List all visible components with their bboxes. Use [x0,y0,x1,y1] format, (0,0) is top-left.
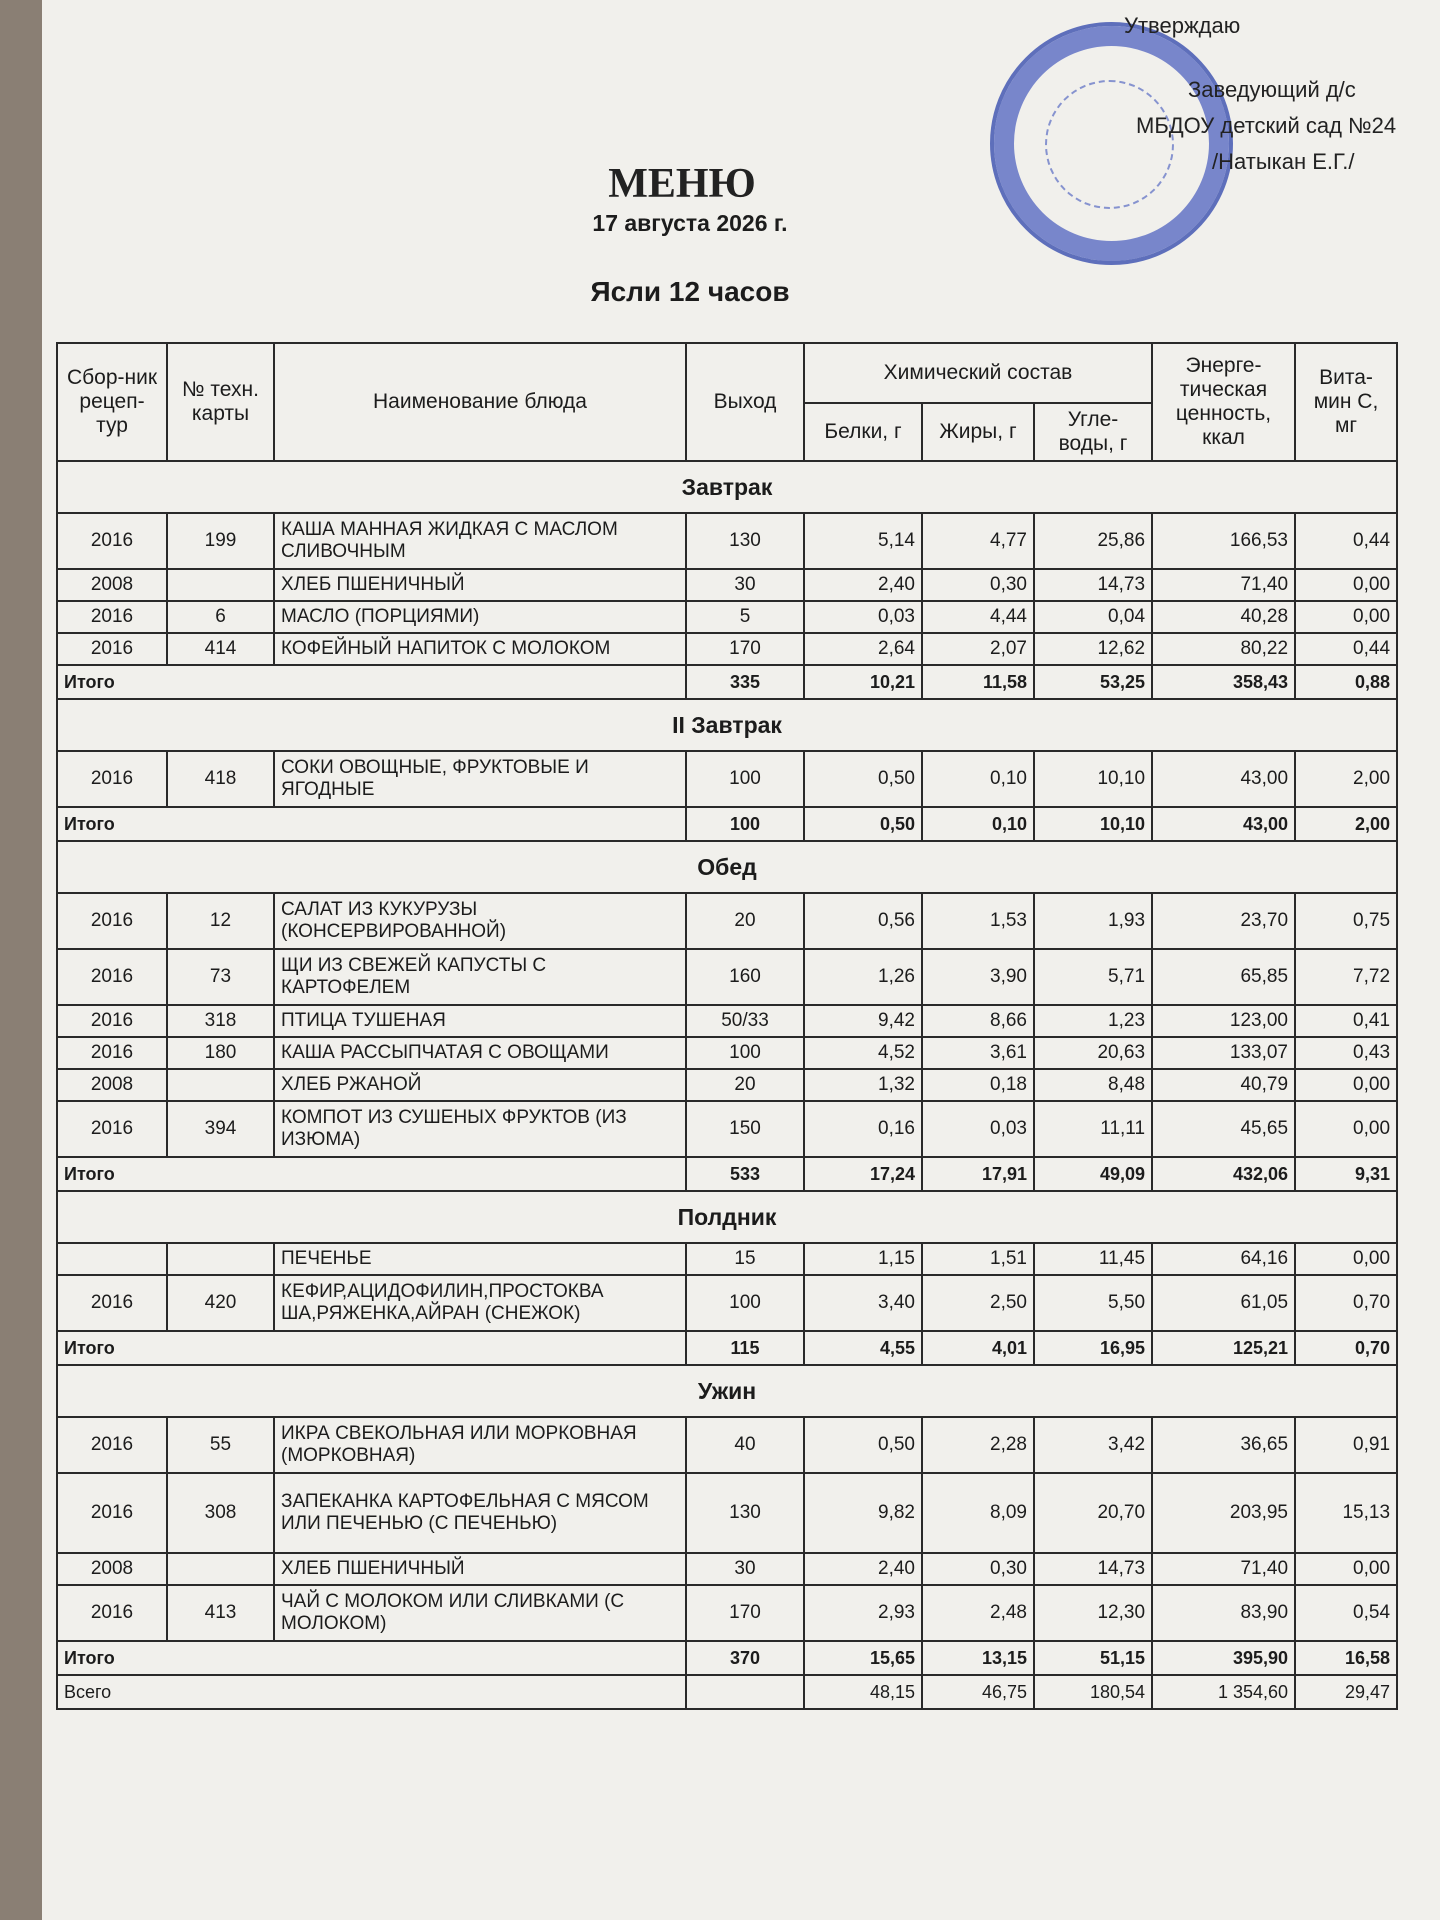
table-cell: 2016 [57,1037,167,1069]
table-cell: 83,90 [1152,1585,1295,1641]
table-cell: 0,41 [1295,1005,1397,1037]
total-cell: 10,21 [804,665,922,699]
table-cell: 170 [686,1585,804,1641]
total-label: Итого [57,1157,686,1191]
table-cell: 2016 [57,633,167,665]
table-cell: 414 [167,633,274,665]
table-cell: 20 [686,1069,804,1101]
header-tech-card: № техн. карты [167,343,274,461]
table-cell: 3,42 [1034,1417,1152,1473]
grand-total-label: Всего [57,1675,686,1709]
table-cell: 0,30 [922,569,1034,601]
table-cell: 100 [686,1037,804,1069]
table-row [57,1275,1397,1331]
table-row [57,633,1397,665]
approval-signatory: /Натыкан Е.Г./ [1212,149,1355,174]
table-cell: 1,26 [804,949,922,1005]
group-name: Ясли 12 часов [590,276,790,307]
table-cell: 12 [167,893,274,949]
total-cell: 2,00 [1295,807,1397,841]
approval-title: Утверждаю [1124,13,1241,38]
table-cell: 1,15 [804,1243,922,1275]
table-cell: 130 [686,1473,804,1553]
table-cell: КОФЕЙНЫЙ НАПИТОК С МОЛОКОМ [274,633,686,665]
section-header [57,841,1397,893]
table-cell: 2,40 [804,1553,922,1585]
table-cell [167,1069,274,1101]
total-cell: 125,21 [1152,1331,1295,1365]
table-cell: 0,75 [1295,893,1397,949]
table-cell: 0,03 [922,1101,1034,1157]
grand-total-cell: 180,54 [1034,1675,1152,1709]
total-row [57,1331,1397,1365]
table-cell: 15 [686,1243,804,1275]
table-cell: 0,91 [1295,1417,1397,1473]
total-row [57,1641,1397,1675]
table-cell: 4,44 [922,601,1034,633]
table-row [57,569,1397,601]
total-cell: 0,70 [1295,1331,1397,1365]
section-header [57,461,1397,513]
table-cell: ЧАЙ С МОЛОКОМ ИЛИ СЛИВКАМИ (С МОЛОКОМ) [274,1585,686,1641]
table-cell: 2016 [57,1417,167,1473]
total-cell: 9,31 [1295,1157,1397,1191]
table-cell [167,1243,274,1275]
table-cell: 8,09 [922,1473,1034,1553]
total-cell: 432,06 [1152,1157,1295,1191]
header-sbornik: Сбор-ник рецеп-тур [57,343,167,461]
table-cell: 45,65 [1152,1101,1295,1157]
table-cell: 0,03 [804,601,922,633]
total-cell: 0,88 [1295,665,1397,699]
table-cell: 10,10 [1034,751,1152,807]
grand-total-cell: 29,47 [1295,1675,1397,1709]
table-cell: 0,43 [1295,1037,1397,1069]
total-cell: 0,50 [804,807,922,841]
table-cell: ХЛЕБ РЖАНОЙ [274,1069,686,1101]
menu-table-body [57,461,1397,1709]
table-cell: 394 [167,1101,274,1157]
table-cell: 15,13 [1295,1473,1397,1553]
total-cell: 533 [686,1157,804,1191]
table-row [57,1417,1397,1473]
grand-total-cell: 46,75 [922,1675,1034,1709]
table-cell: 2,00 [1295,751,1397,807]
table-cell: 133,07 [1152,1037,1295,1069]
table-cell: 11,11 [1034,1101,1152,1157]
table-cell: 2,50 [922,1275,1034,1331]
total-row [57,807,1397,841]
total-cell: 17,24 [804,1157,922,1191]
table-cell: 160 [686,949,804,1005]
table-cell: 0,56 [804,893,922,949]
table-cell: 65,85 [1152,949,1295,1005]
grand-total-cell [686,1675,804,1709]
table-cell: 2,40 [804,569,922,601]
table-cell: 20,63 [1034,1037,1152,1069]
table-cell: 2,07 [922,633,1034,665]
table-cell: 30 [686,1553,804,1585]
table-cell: 50/33 [686,1005,804,1037]
approval-block [1090,8,1397,180]
table-cell: 40 [686,1417,804,1473]
table-cell: 0,16 [804,1101,922,1157]
table-cell: СОКИ ОВОЩНЫЕ, ФРУКТОВЫЕ И ЯГОДНЫЕ [274,751,686,807]
grand-total-cell: 48,15 [804,1675,922,1709]
approval-position: Заведующий д/с [1188,77,1356,102]
table-cell: 71,40 [1152,1553,1295,1585]
table-cell: 12,62 [1034,633,1152,665]
table-cell: 9,42 [804,1005,922,1037]
section-title: Обед [57,841,1397,893]
section-header [57,699,1397,751]
table-cell [167,569,274,601]
header-dish-name: Наименование блюда [274,343,686,461]
total-cell: 49,09 [1034,1157,1152,1191]
table-cell: 2,48 [922,1585,1034,1641]
table-cell: 2016 [57,893,167,949]
table-cell: 418 [167,751,274,807]
grand-total-cell: 1 354,60 [1152,1675,1295,1709]
grand-total-row [57,1675,1397,1709]
table-cell: ПТИЦА ТУШЕНАЯ [274,1005,686,1037]
table-cell: ХЛЕБ ПШЕНИЧНЫЙ [274,569,686,601]
table-cell: 8,66 [922,1005,1034,1037]
table-cell: 5 [686,601,804,633]
table-cell: ПЕЧЕНЬЕ [274,1243,686,1275]
table-cell: 2016 [57,1005,167,1037]
header-vitamin-c: Вита-мин С, мг [1295,343,1397,461]
table-cell: 1,32 [804,1069,922,1101]
table-cell: КЕФИР,АЦИДОФИЛИН,ПРОСТОКВА ША,РЯЖЕНКА,АЙРАН (СНЕЖОК) [274,1275,686,1331]
table-cell: 3,40 [804,1275,922,1331]
table-row [57,1101,1397,1157]
table-row [57,1069,1397,1101]
table-cell: 130 [686,513,804,569]
table-cell: 2008 [57,1553,167,1585]
table-cell: 43,00 [1152,751,1295,807]
table-cell: 100 [686,1275,804,1331]
table-cell: 71,40 [1152,569,1295,601]
table-cell: 1,23 [1034,1005,1152,1037]
total-cell: 100 [686,807,804,841]
table-cell: КОМПОТ ИЗ СУШЕНЫХ ФРУКТОВ (ИЗ ИЗЮМА) [274,1101,686,1157]
total-cell: 10,10 [1034,807,1152,841]
table-cell: 2016 [57,751,167,807]
table-cell: 2,93 [804,1585,922,1641]
table-cell: 14,73 [1034,1553,1152,1585]
table-cell: 64,16 [1152,1243,1295,1275]
table-cell: 36,65 [1152,1417,1295,1473]
header-protein: Белки, г [804,403,922,461]
total-cell: 4,01 [922,1331,1034,1365]
total-cell: 358,43 [1152,665,1295,699]
table-cell: 2008 [57,569,167,601]
table-cell: 166,53 [1152,513,1295,569]
table-cell: 203,95 [1152,1473,1295,1553]
total-cell: 395,90 [1152,1641,1295,1675]
total-cell: 43,00 [1152,807,1295,841]
header-carbs: Угле-воды, г [1034,403,1152,461]
table-cell [57,1243,167,1275]
table-cell: 1,53 [922,893,1034,949]
table-cell: 2016 [57,949,167,1005]
total-row [57,1157,1397,1191]
total-row [57,665,1397,699]
table-cell: 2,64 [804,633,922,665]
table-cell: 0,54 [1295,1585,1397,1641]
table-cell: 0,00 [1295,1243,1397,1275]
table-cell: ЗАПЕКАНКА КАРТОФЕЛЬНАЯ С МЯСОМ ИЛИ ПЕЧЕНЬЮ (С ПЕЧЕНЬЮ) [274,1473,686,1553]
total-cell: 16,58 [1295,1641,1397,1675]
table-cell: 0,00 [1295,569,1397,601]
table-cell: КАША МАННАЯ ЖИДКАЯ С МАСЛОМ СЛИВОЧНЫМ [274,513,686,569]
table-cell: 4,77 [922,513,1034,569]
table-cell: 5,71 [1034,949,1152,1005]
total-cell: 17,91 [922,1157,1034,1191]
table-cell: 2008 [57,1069,167,1101]
table-cell: 55 [167,1417,274,1473]
table-cell: 0,00 [1295,1553,1397,1585]
table-cell: 14,73 [1034,569,1152,601]
table-cell: 2016 [57,601,167,633]
table-row [57,893,1397,949]
table-cell: 0,70 [1295,1275,1397,1331]
table-cell: 2016 [57,1473,167,1553]
total-cell: 13,15 [922,1641,1034,1675]
header-energy: Энерге-тическая ценность, ккал [1152,343,1295,461]
total-cell: 11,58 [922,665,1034,699]
table-cell: 150 [686,1101,804,1157]
total-label: Итого [57,807,686,841]
table-cell: 123,00 [1152,1005,1295,1037]
table-cell: 20 [686,893,804,949]
table-cell: 4,52 [804,1037,922,1069]
table-cell: 2016 [57,513,167,569]
table-cell: 1,51 [922,1243,1034,1275]
menu-table [56,342,1398,1710]
table-cell: 6 [167,601,274,633]
header-chemical-composition: Химический состав [804,343,1152,403]
header-output: Выход [686,343,804,461]
total-label: Итого [57,1641,686,1675]
table-cell: 199 [167,513,274,569]
table-cell: 0,44 [1295,633,1397,665]
table-cell: 0,30 [922,1553,1034,1585]
table-cell: МАСЛО (ПОРЦИЯМИ) [274,601,686,633]
total-cell: 0,10 [922,807,1034,841]
table-cell: 413 [167,1585,274,1641]
table-cell: 9,82 [804,1473,922,1553]
table-cell: 180 [167,1037,274,1069]
table-cell: 3,90 [922,949,1034,1005]
table-cell: 3,61 [922,1037,1034,1069]
table-cell: 61,05 [1152,1275,1295,1331]
table-cell: 20,70 [1034,1473,1152,1553]
table-cell: 1,93 [1034,893,1152,949]
table-cell: 25,86 [1034,513,1152,569]
table-row [57,601,1397,633]
section-title: Ужин [57,1365,1397,1417]
table-cell: 73 [167,949,274,1005]
table-cell: 11,45 [1034,1243,1152,1275]
table-row [57,1037,1397,1069]
total-label: Итого [57,665,686,699]
section-title: II Завтрак [57,699,1397,751]
table-cell: ЩИ ИЗ СВЕЖЕЙ КАПУСТЫ С КАРТОФЕЛЕМ [274,949,686,1005]
page-title: МЕНЮ [608,161,756,207]
table-cell: 2016 [57,1275,167,1331]
section-title: Полдник [57,1191,1397,1243]
table-row [57,1005,1397,1037]
menu-date: 17 августа 2026 г. [592,210,788,236]
table-row [57,513,1397,569]
table-cell: КАША РАССЫПЧАТАЯ С ОВОЩАМИ [274,1037,686,1069]
table-cell: 0,50 [804,1417,922,1473]
table-cell: 318 [167,1005,274,1037]
table-cell: 0,10 [922,751,1034,807]
table-cell: 2016 [57,1101,167,1157]
table-cell: 100 [686,751,804,807]
total-cell: 51,15 [1034,1641,1152,1675]
table-cell: 40,79 [1152,1069,1295,1101]
section-title: Завтрак [57,461,1397,513]
table-cell: 0,04 [1034,601,1152,633]
table-row [57,1553,1397,1585]
total-label: Итого [57,1331,686,1365]
table-cell: 308 [167,1473,274,1553]
total-cell: 4,55 [804,1331,922,1365]
table-cell: 40,28 [1152,601,1295,633]
section-header [57,1191,1397,1243]
table-cell: 7,72 [1295,949,1397,1005]
table-cell: 170 [686,633,804,665]
table-cell: 0,00 [1295,1101,1397,1157]
table-row [57,751,1397,807]
total-cell: 115 [686,1331,804,1365]
table-cell: 8,48 [1034,1069,1152,1101]
table-row [57,1585,1397,1641]
table-cell: 2016 [57,1585,167,1641]
table-cell: ХЛЕБ ПШЕНИЧНЫЙ [274,1553,686,1585]
table-cell: 0,00 [1295,601,1397,633]
table-cell: 12,30 [1034,1585,1152,1641]
table-row [57,949,1397,1005]
table-cell [167,1553,274,1585]
approval-organization: МБДОУ детский сад №24 [1136,113,1397,138]
table-cell: 2,28 [922,1417,1034,1473]
table-cell: 23,70 [1152,893,1295,949]
table-cell: САЛАТ ИЗ КУКУРУЗЫ (КОНСЕРВИРОВАННОЙ) [274,893,686,949]
table-cell: 0,00 [1295,1069,1397,1101]
table-cell: 5,50 [1034,1275,1152,1331]
total-cell: 335 [686,665,804,699]
table-cell: 5,14 [804,513,922,569]
header-fat: Жиры, г [922,403,1034,461]
total-cell: 370 [686,1641,804,1675]
table-cell: 0,44 [1295,513,1397,569]
total-cell: 16,95 [1034,1331,1152,1365]
table-cell: 80,22 [1152,633,1295,665]
table-cell: 0,18 [922,1069,1034,1101]
total-cell: 15,65 [804,1641,922,1675]
total-cell: 53,25 [1034,665,1152,699]
table-cell: 0,50 [804,751,922,807]
table-row [57,1243,1397,1275]
table-cell: ИКРА СВЕКОЛЬНАЯ ИЛИ МОРКОВНАЯ (МОРКОВНАЯ) [274,1417,686,1473]
table-cell: 420 [167,1275,274,1331]
table-row [57,1473,1397,1553]
table-cell: 30 [686,569,804,601]
section-header [57,1365,1397,1417]
